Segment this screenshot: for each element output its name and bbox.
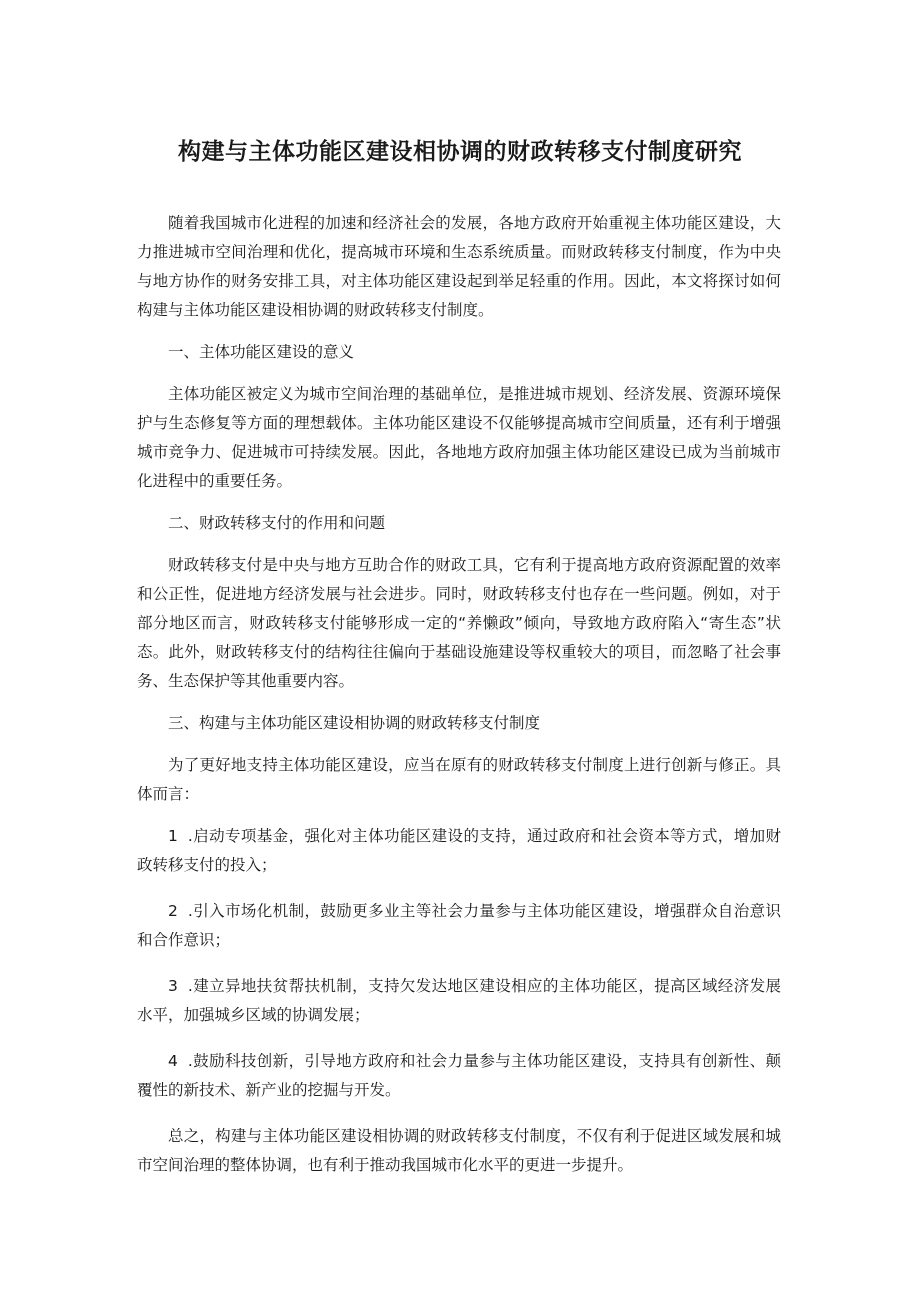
section-1-paragraph: 主体功能区被定义为城市空间治理的基础单位，是推进城市规划、经济发展、资源环境保护与生态修复等方面的理想载体。主体功能区建设不仅能够提高城市空间质量，还有利于增强城市竞争力、促进城市可持续发展。因此，各地地方政府加强主体功能区建设已成为当前城市化进程中的重要任务。 [137,385,781,490]
intro-paragraph: 随着我国城市化进程的加速和经济社会的发展，各地方政府开始重视主体功能区建设，大力推进城市空间治理和优化，提高城市环境和生态系统质量。而财政转移支付制度，作为中央与地方协作的财务安排工具，对主体功能区建设起到举足轻重的作用。因此，本文将探讨如何构建与主体功能区建设相协调的财政转移支付制度。 [137,214,781,319]
section-1-heading: 一、主体功能区建设的意义 [168,343,355,361]
list-item-number: 3 [168,977,178,995]
conclusion-paragraph: 总之，构建与主体功能区建设相协调的财政转移支付制度，不仅有利于促进区域发展和城市空间治理的整体协调，也有利于推动我国城市化水平的更进一步提升。 [137,1127,781,1174]
section-3-heading: 三、构建与主体功能区建设相协调的财政转移支付制度 [168,714,541,732]
list-item [137,822,781,880]
document-title: 构建与主体功能区建设相协调的财政转移支付制度研究 [178,139,742,165]
list-item-text: .启动专项基金，强化对主体功能区建设的支持，通过政府和社会资本等方式，增加财政转移支付的投入； [137,827,781,874]
list-item [137,972,781,1030]
document-body [137,209,781,1193]
list-item-text: .引入市场化机制，鼓励更多业主等社会力量参与主体功能区建设，增强群众自治意识和合作意识； [137,902,781,949]
list-item [137,897,781,955]
section-3-paragraph: 为了更好地支持主体功能区建设，应当在原有的财政转移支付制度上进行创新与修正。具体而言： [137,756,781,803]
section-2-heading: 二、财政转移支付的作用和问题 [168,514,386,532]
list-item-number: 2 [168,902,178,920]
list-item-number: 4 [168,1052,178,1070]
section-2-paragraph: 财政转移支付是中央与地方互助合作的财政工具，它有利于提高地方政府资源配置的效率和公正性，促进地方经济发展与社会进步。同时，财政转移支付也存在一些问题。例如，对于部分地区而言，财政转移支付能够形成一定的“养懒政”倾向，导致地方政府陷入“寄生态”状态。此外，财政转移支付的结构往往偏向于基础设施建设等权重较大的项目，而忽略了社会事务、生态保护等其他重要内容。 [137,556,781,690]
list-item-number: 1 [168,827,178,845]
list-item-text: .鼓励科技创新，引导地方政府和社会力量参与主体功能区建设，支持具有创新性、颠覆性的新技术、新产业的挖掘与开发。 [137,1052,781,1099]
list-item-text: .建立异地扶贫帮扶机制，支持欠发达地区建设相应的主体功能区，提高区域经济发展水平，加强城乡区域的协调发展； [137,977,781,1024]
list-item [137,1047,781,1105]
